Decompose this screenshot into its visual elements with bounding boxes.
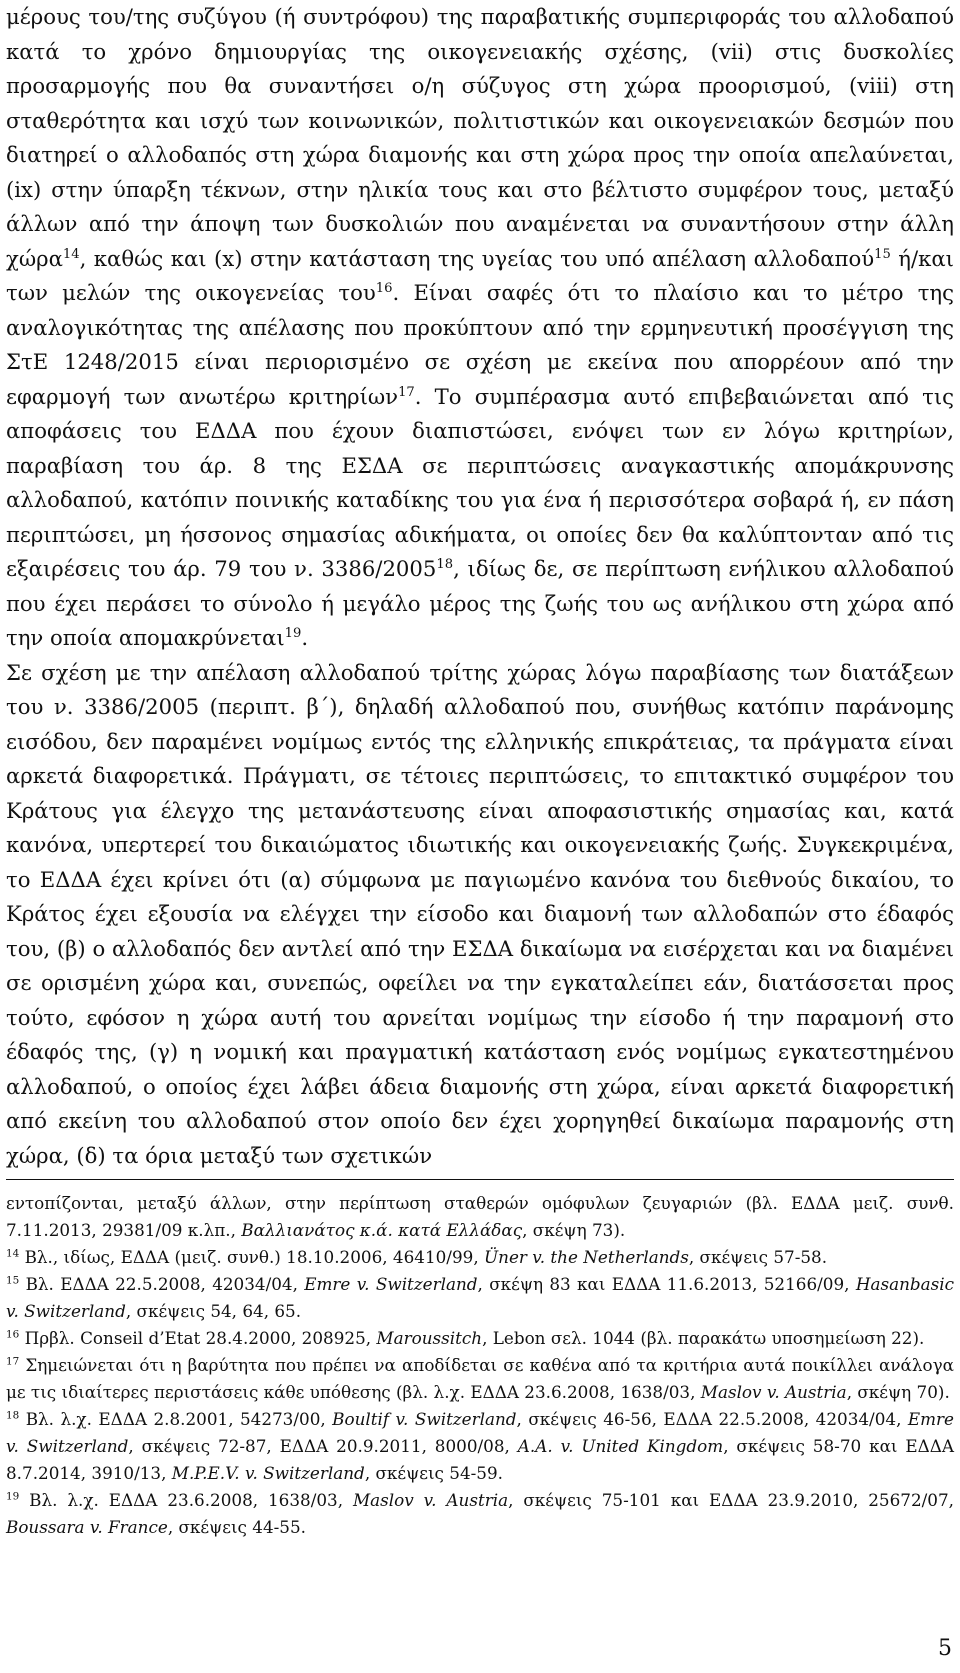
page-number: 5	[938, 1636, 952, 1661]
footnote-19	[6, 1487, 954, 1541]
footnote-number: 14	[6, 1247, 20, 1260]
text-run: , Lebon σελ. 1044 (βλ. παρακάτω υποσημείωση 22).	[482, 1328, 925, 1348]
footnote-ref-16[interactable]: 16	[375, 280, 393, 296]
text-run: Βλ. λ.χ. ΕΔΔΑ 23.6.2008, 1638/03,	[19, 1490, 353, 1510]
footnote-17	[6, 1352, 954, 1406]
main-text	[6, 0, 954, 1173]
case-name: Boussara v. France	[6, 1517, 168, 1537]
footnote-ref-19[interactable]: 19	[284, 625, 302, 641]
footnote-number: 15	[6, 1274, 20, 1287]
text-run: , σκέψεις 58-70 και ΕΔΔΑ 8.7.2014, 3910/13,	[6, 1436, 954, 1483]
text-run: , σκέψη 73).	[522, 1220, 626, 1240]
case-name: Boultif v. Switzerland	[332, 1409, 517, 1429]
paragraph-2: Σε σχέση με την απέλαση αλλοδαπού τρίτης χώρας λόγω παραβίασης των διατάξεων του ν. 3386/2005 (περιπτ. β΄), δηλαδή αλλοδαπού που, συνήθως κατόπιν παράνομης εισόδου, δεν παραμένει νομίμως εντός της ελληνικής επικράτειας, τα πράγματα είναι αρκετά διαφορετικά. Πράγματι, σε τέτοιες περιπτώσεις, το επιτακτικό συμφέρον του Κράτους για έλεγχο της μετανάστευσης είναι αποφασιστικής σημασίας και, κατά κανόνα, υπερτερεί του δικαιώματος ιδιωτικής και οικογενειακής ζωής. Συγκεκριμένα, το ΕΔΔΑ έχει κρίνει ότι (α) σύμφωνα με παγιωμένο κανόνα του διεθνούς δικαίου, το Κράτος έχει εξουσία να ελέγχει την είσοδο και διαμονή των αλλοδαπών στο έδαφός του, (β) ο αλλοδαπός δεν αντλεί από την ΕΣΔΑ δικαίωμα να εισέρχεται και να διαμένει σε ορισμένη χώρα και, συνεπώς, οφείλει να την εγκαταλείπει εάν, διατάσσεται προς τούτο, εφόσον η χώρα αυτή του αρνείται νομίμως την είσοδο ή την παραμονή στο έδαφός της, (γ) η νομική και πραγματική κατάσταση ενός νομίμως εγκατεστημένου αλλοδαπού, ο οποίος έχει λάβει άδεια διαμονής στη χώρα, είναι αρκετά διαφορετική από εκείνη του αλλοδαπού στον οποίο δεν έχει χορηγηθεί δικαίωμα παραμονής στη χώρα, (δ) τα όρια μεταξύ των σχετικών	[6, 659, 954, 1168]
text-run: εντοπίζονται, μεταξύ άλλων, στην περίπτωση σταθερών ομόφυλων ζευγαριών (βλ. ΕΔΔΑ μειζ. συνθ. 7.11.2013, 29381/09 κ.λπ.,	[6, 1193, 954, 1240]
text-run: Σημειώνεται ότι η βαρύτητα που πρέπει να αποδίδεται σε καθένα από τα κριτήρια αυτά ποικίλλει ανάλογα με τις ιδιαίτερες περιστάσεις κάθε υπόθεσης (βλ. λ.χ. ΕΔΔΑ 23.6.2008, 1638/03,	[6, 1355, 954, 1402]
footnote-number: 18	[6, 1409, 20, 1422]
text-run: , σκέψεις 44-55.	[167, 1517, 306, 1537]
case-name: Emre v. Switzerland	[6, 1409, 954, 1456]
text-run: , σκέψεις 46-56, ΕΔΔΑ 22.5.2008, 42034/04,	[516, 1409, 908, 1429]
footnote-ref-17[interactable]: 17	[398, 384, 415, 400]
text-run: Βλ., ιδίως, ΕΔΔΑ (μειζ. συνθ.) 18.10.2006, 46410/99,	[19, 1247, 484, 1267]
footnote-18	[6, 1406, 954, 1487]
footnotes	[6, 1190, 954, 1541]
text-run: .	[301, 625, 309, 650]
text-run: , σκέψη 70).	[846, 1382, 950, 1402]
text-run: , σκέψεις 72-87, ΕΔΔΑ 20.9.2011, 8000/08,	[128, 1436, 518, 1456]
text-run: ή/και των μελών της οικογενείας του	[6, 245, 954, 305]
footnote-ref-15[interactable]: 15	[874, 246, 891, 262]
footnote-16	[6, 1325, 954, 1352]
case-name: Emre v. Switzerland	[304, 1274, 478, 1294]
footnote-continuation	[6, 1190, 954, 1244]
text-run: , καθώς και (x) στην κατάσταση της υγείας του υπό απέλαση αλλοδαπού	[79, 245, 875, 271]
case-name: Maslov v. Austria	[352, 1490, 509, 1510]
text-run: Πρβλ. Conseil d’Etat 28.4.2000, 208925,	[19, 1328, 377, 1348]
footnote-separator	[6, 1179, 954, 1180]
footnote-number: 19	[6, 1490, 20, 1503]
footnote-number: 17	[6, 1355, 20, 1368]
case-name: Maslov v. Austria	[700, 1382, 847, 1402]
case-name: M.P.E.V. v. Switzerland	[171, 1463, 365, 1483]
case-name: Βαλλιανάτος κ.ά. κατά Ελλάδας	[241, 1220, 523, 1240]
text-run: . Είναι σαφές ότι το πλαίσιο και το μέτρο της αναλογικότητας της απέλασης που προκύπτουν από την ερμηνευτική προσέγγιση της ΣτΕ 1248/2015 είναι περιορισμένο σε σχέση με εκείνα που απορρέουν από την εφαρμογή των ανωτέρω κριτηρίων	[6, 280, 954, 409]
text-run: μέρους του/της συζύγου (ή συντρόφου) της παραβατικής συμπεριφοράς του αλλοδαπού κατά το χρόνο δημιουργίας της οικογενειακής σχέσης, (vii) στις δυσκολίες προσαρμογής που θα συναντήσει ο/η σύζυγος στη χώρα προορισμού, (viii) στη σταθερότητα και ισχύ των κοινωνικών, πολιτιστικών και οικογενειακών δεσμών που διατηρεί ο αλλοδαπός στη χώρα διαμονής και στη χώρα προς την οποία απελαύνεται, (ix) στην ύπαρξη τέκνων, στην ηλικία τους και στο βέλτιστο συμφέρον τους, μεταξύ άλλων από την άποψη των δυσκολιών που αναμένεται να συναντήσουν στην άλλη χώρα	[6, 4, 954, 271]
text-run: , σκέψεις 54, 64, 65.	[125, 1301, 302, 1321]
text-run: , σκέψεις 75-101 και ΕΔΔΑ 23.9.2010, 25672/07,	[508, 1490, 954, 1510]
case-name: Üner v. the Netherlands	[484, 1247, 689, 1267]
paragraph-1	[6, 0, 954, 656]
text-run: , ιδίως δε, σε περίπτωση ενήλικου αλλοδαπού που έχει περάσει το σύνολο ή μεγάλο μέρος της ζωής του ως ανήλικου στη χώρα από την οποία απομακρύνεται	[6, 556, 954, 650]
text-run: . Το συμπέρασμα αυτό επιβεβαιώνεται από τις αποφάσεις του ΕΔΔΑ που έχουν διαπιστώσει, ενόψει των εν λόγω κριτηρίων, παραβίαση του άρ. 8 της ΕΣΔΑ σε περιπτώσεις αναγκαστικής απομάκρυνσης αλλοδαπού, κατόπιν ποινικής καταδίκης του για ένα ή περισσότερα σοβαρά ή, εν πάση περιπτώσει, μη ήσσονος σημασίας αδικήματα, οι οποίες δεν θα καλύπτονταν από τις εξαιρέσεις του άρ. 79 του ν. 3386/2005	[6, 383, 954, 581]
text-run: Βλ. λ.χ. ΕΔΔΑ 2.8.2001, 54273/00,	[19, 1409, 333, 1429]
case-name: Maroussitch	[376, 1328, 483, 1348]
text-run: , σκέψεις 54-59.	[364, 1463, 503, 1483]
case-name: A.A. v. United Kingdom	[517, 1436, 724, 1456]
footnote-number: 16	[6, 1328, 20, 1341]
text-run: , σκέψη 83 και ΕΔΔΑ 11.6.2013, 52166/09,	[477, 1274, 856, 1294]
footnote-ref-14[interactable]: 14	[62, 246, 80, 262]
case-name: Hasanbasic v. Switzerland	[6, 1274, 955, 1321]
footnote-15	[6, 1271, 954, 1325]
text-run: Βλ. ΕΔΔΑ 22.5.2008, 42034/04,	[19, 1274, 305, 1294]
footnote-14	[6, 1244, 954, 1271]
text-run: , σκέψεις 57-58.	[688, 1247, 828, 1267]
footnote-ref-18[interactable]: 18	[436, 556, 454, 572]
